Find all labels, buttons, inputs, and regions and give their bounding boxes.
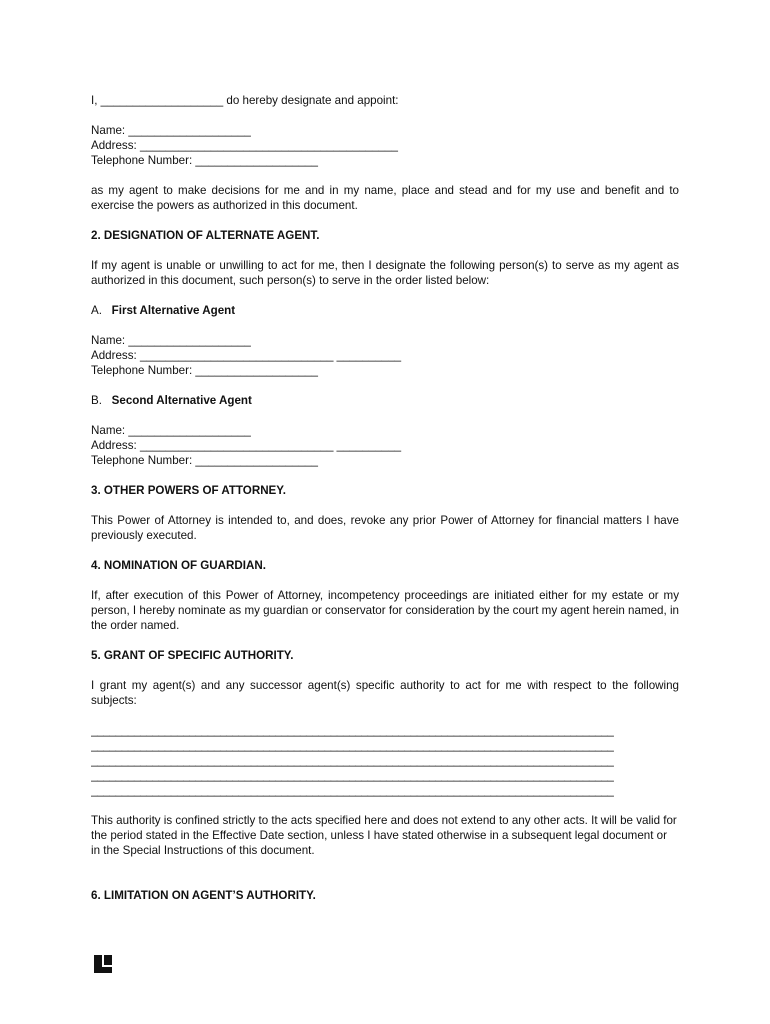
- agent-name-field: Name: ___________________: [91, 124, 251, 137]
- section-5-body: I grant my agent(s) and any successor agent(s) specific authority to act for me with respect to the following subjects:: [91, 679, 679, 707]
- section-4-body: If, after execution of this Power of Attorney, incompetency proceedings are initiated either for my estate or my person, I hereby nominate as my guardian or conservator for consideration by the court my agent herein named, in the order named.: [91, 589, 679, 632]
- section-3-body: This Power of Attorney is intended to, and does, revoke any prior Power of Attorney for financial matters I have previously executed.: [91, 514, 679, 542]
- second-alternate-phone-field: Telephone Number: ___________________: [91, 454, 318, 467]
- second-alternate-name-field: Name: ___________________: [91, 424, 251, 437]
- section-6-heading: 6. LIMITATION ON AGENT’S AUTHORITY.: [91, 889, 316, 902]
- specific-authority-blank-line: _____________________________________________________________________________________: [91, 784, 614, 797]
- second-alternate-address-field: Address: ______________________________ __________: [91, 439, 402, 452]
- section-4-heading: 4. NOMINATION OF GUARDIAN.: [91, 559, 266, 572]
- specific-authority-blank-line: _____________________________________________________________________________________: [91, 739, 614, 752]
- first-alternate-phone-field: Telephone Number: ___________________: [91, 364, 318, 377]
- section-5-heading: 5. GRANT OF SPECIFIC AUTHORITY.: [91, 649, 294, 662]
- first-alternate-letter: A.: [91, 304, 102, 317]
- section-2-body: If my agent is unable or unwilling to act for me, then I designate the following person(s) to serve as my agent as authorized in this document, such person(s) to serve in the order listed below:: [91, 259, 679, 287]
- second-alternate-letter: B.: [91, 394, 102, 407]
- agent-purpose-paragraph: as my agent to make decisions for me and in my name, place and stead and for my use and benefit and to exercise the powers as authorized in this document.: [91, 184, 679, 212]
- appointment-line: I, ___________________ do hereby designate and appoint:: [91, 94, 399, 107]
- first-alternate-title: First Alternative Agent: [111, 304, 236, 317]
- specific-authority-blank-line: _____________________________________________________________________________________: [91, 769, 614, 782]
- document-logo-icon: [93, 954, 113, 974]
- specific-authority-blank-line: _____________________________________________________________________________________: [91, 754, 614, 767]
- section-2-heading: 2. DESIGNATION OF ALTERNATE AGENT.: [91, 229, 320, 242]
- agent-address-field: Address: ________________________________________: [91, 139, 398, 152]
- section-5-note: This authority is confined strictly to the acts specified here and does not extend to any other acts. It will be valid for the period stated in the Effective Date section, unless I have stated otherwise in a subsequent legal document or in the Special Instructions of this document.: [91, 814, 677, 857]
- second-alternate-heading: [91, 393, 679, 408]
- first-alternate-address-field: Address: ______________________________ __________: [91, 349, 402, 362]
- first-alternate-name-field: Name: ___________________: [91, 334, 251, 347]
- section-3-heading: 3. OTHER POWERS OF ATTORNEY.: [91, 484, 286, 497]
- agent-phone-field: Telephone Number: ___________________: [91, 154, 318, 167]
- specific-authority-blank-line: _____________________________________________________________________________________: [91, 724, 614, 737]
- document-page: [91, 93, 679, 903]
- first-alternate-heading: [91, 303, 679, 318]
- second-alternate-title: Second Alternative Agent: [111, 394, 252, 407]
- logo-shape: [94, 955, 112, 973]
